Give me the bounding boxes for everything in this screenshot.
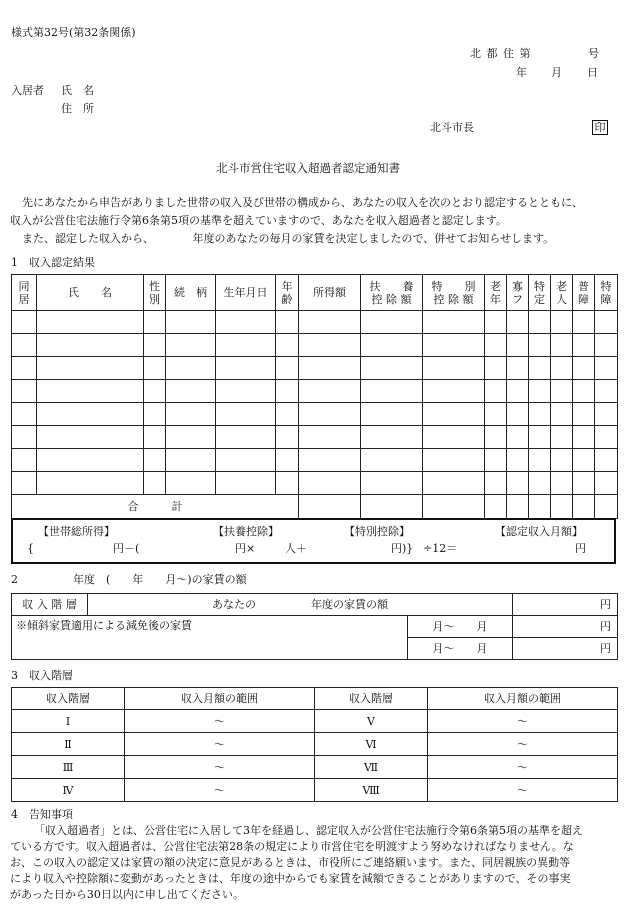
income-table-cell xyxy=(144,449,166,472)
label-special-deduction: 【特別控除】 xyxy=(344,525,410,538)
calc-yen-close: 円)} xyxy=(391,542,414,555)
range-cell: ～ xyxy=(125,756,315,779)
income-table-cell xyxy=(507,403,529,426)
income-table-cell xyxy=(595,472,618,495)
income-table-cell xyxy=(166,403,216,426)
income-table-cell xyxy=(166,311,216,334)
income-table-cell xyxy=(299,472,361,495)
income-table-cell xyxy=(551,311,573,334)
income-table-cell xyxy=(573,357,595,380)
calc-yen-times: 円× xyxy=(235,542,256,555)
income-table-cell xyxy=(551,449,573,472)
label-monthly-income: 【認定収入月額】 xyxy=(495,525,583,538)
income-table-cell xyxy=(12,380,37,403)
income-table-cell xyxy=(216,311,276,334)
income-table-cell xyxy=(216,334,276,357)
income-table-cell xyxy=(529,449,551,472)
bracket-row xyxy=(12,756,618,779)
income-table-cell xyxy=(37,311,144,334)
income-table-header xyxy=(12,275,618,311)
income-table-cell xyxy=(299,334,361,357)
range-cell: ～ xyxy=(428,756,618,779)
income-table-cell xyxy=(361,380,423,403)
income-table-cell xyxy=(485,334,507,357)
income-table-cell xyxy=(276,449,299,472)
income-table-cell xyxy=(37,403,144,426)
bracket-cell: Ⅴ xyxy=(315,710,428,733)
bracket-table xyxy=(11,687,618,802)
income-table-cell xyxy=(595,449,618,472)
section2-title: 2 年度 ( 年 月～)の家賃の額 xyxy=(11,573,247,586)
section1-title: 1 収入認定結果 xyxy=(11,256,95,269)
income-table-cell xyxy=(12,334,37,357)
calc-open-brace: { xyxy=(27,542,34,555)
income-table xyxy=(11,274,618,519)
income-table-cell xyxy=(595,380,618,403)
income-table-cell xyxy=(595,426,618,449)
range-header: 収入月額の範囲 xyxy=(428,688,618,710)
income-table-cell xyxy=(144,311,166,334)
income-table-cell xyxy=(529,403,551,426)
reduced-rent-period-1: 月～ 月 xyxy=(408,616,513,638)
total-label: 合 計 xyxy=(12,495,299,519)
income-table-cell xyxy=(485,311,507,334)
income-table-cell xyxy=(361,426,423,449)
income-table-cell xyxy=(144,334,166,357)
bracket-cell: Ⅱ xyxy=(12,733,125,756)
income-table-cell xyxy=(276,403,299,426)
income-table-cell xyxy=(361,357,423,380)
income-table-cell xyxy=(37,472,144,495)
income-table-cell xyxy=(595,357,618,380)
income-table-cell xyxy=(216,449,276,472)
col-header: 老年 xyxy=(485,275,507,311)
bracket-cell: Ⅵ xyxy=(315,733,428,756)
income-table-cell xyxy=(37,357,144,380)
income-table-cell xyxy=(507,357,529,380)
label-household-income: 【世帯総所得】 xyxy=(38,525,115,538)
income-table-cell xyxy=(299,311,361,334)
reduced-rent-unit-1: 円 xyxy=(513,616,618,638)
bracket-cell: Ⅶ xyxy=(315,756,428,779)
income-table-cell xyxy=(12,449,37,472)
page-title: 北斗市営住宅収入超過者認定通知書 xyxy=(216,161,400,175)
income-table-row xyxy=(12,334,618,357)
notice-line-3: お、この収入の認定又は家賃の額の決定に意見があるときは、市役所にご連絡願います。また、同居親族の異動等 xyxy=(10,856,571,869)
income-table-cell xyxy=(361,311,423,334)
bracket-cell: Ⅷ xyxy=(315,779,428,802)
income-table-cell xyxy=(529,380,551,403)
income-table-cell xyxy=(37,334,144,357)
income-table-cell xyxy=(507,380,529,403)
col-header: 特障 xyxy=(595,275,618,311)
income-table-cell xyxy=(276,357,299,380)
label-dependent-deduction: 【扶養控除】 xyxy=(213,525,279,538)
income-table-cell xyxy=(423,426,485,449)
notice-line-1: 「収入超過者」とは、公営住宅に入居して3年を経過し、認定収入が公営住宅法施行令第6条第5項の基準を超え xyxy=(34,824,583,837)
income-table-cell xyxy=(37,380,144,403)
bracket-header: 収入階層 xyxy=(12,688,125,710)
income-table-cell xyxy=(423,334,485,357)
income-table-cell xyxy=(551,426,573,449)
range-cell: ～ xyxy=(428,733,618,756)
income-table-cell xyxy=(551,472,573,495)
calc-divide-12: ÷12＝ xyxy=(423,542,458,555)
income-table-cell xyxy=(12,426,37,449)
income-table-cell xyxy=(299,357,361,380)
income-table-cell xyxy=(423,449,485,472)
income-table-cell xyxy=(485,380,507,403)
income-table-cell xyxy=(485,357,507,380)
col-header: 寡フ xyxy=(507,275,529,311)
col-header: 特定 xyxy=(529,275,551,311)
income-table-cell xyxy=(423,311,485,334)
range-cell: ～ xyxy=(428,710,618,733)
income-table-row xyxy=(12,426,618,449)
col-header: 所得額 xyxy=(299,275,361,311)
income-table-cell xyxy=(573,311,595,334)
bracket-header: 収入階層 xyxy=(315,688,428,710)
income-table-cell xyxy=(12,357,37,380)
range-header: 収入月額の範囲 xyxy=(125,688,315,710)
intro-line-1: 先にあなたから申告がありました世帯の収入及び世帯の構成から、あなたの収入を次のとおり認定するとともに、 xyxy=(22,196,583,209)
income-table-cell xyxy=(573,380,595,403)
income-table-cell xyxy=(216,472,276,495)
col-header: 続 柄 xyxy=(166,275,216,311)
income-table-cell xyxy=(485,449,507,472)
income-table-cell xyxy=(299,380,361,403)
income-table-cell xyxy=(573,334,595,357)
income-table-cell xyxy=(573,403,595,426)
calc-result-yen: 円 xyxy=(575,542,586,555)
income-table-cell xyxy=(573,426,595,449)
income-table-cell xyxy=(595,311,618,334)
col-header: 普障 xyxy=(573,275,595,311)
bracket-row xyxy=(12,710,618,733)
income-table-cell xyxy=(216,357,276,380)
seal-box: 印 xyxy=(592,120,608,135)
income-table-cell xyxy=(37,426,144,449)
income-table-cell xyxy=(507,334,529,357)
income-table-cell xyxy=(507,426,529,449)
addressee-label: 入居者 xyxy=(11,84,44,97)
notice-line-4: により収入や控除額に変動があったときは、年度の途中からでも家賃を減額できることがありますので、その事実 xyxy=(10,872,571,885)
income-table-cell xyxy=(166,380,216,403)
income-table-cell xyxy=(276,311,299,334)
intro-line-2: 収入が公営住宅法施行令第6条第5項の基準を超えていますので、あなたを収入超過者と認定します。 xyxy=(10,214,507,227)
income-table-cell xyxy=(299,449,361,472)
income-table-cell xyxy=(423,380,485,403)
income-table-cell xyxy=(573,449,595,472)
ref-number-suffix: 号 xyxy=(588,47,599,60)
income-table-cell xyxy=(485,472,507,495)
income-table-cell xyxy=(595,334,618,357)
income-table-cell xyxy=(551,334,573,357)
col-header: 同居 xyxy=(12,275,37,311)
bracket-cell: Ⅰ xyxy=(12,710,125,733)
income-table-cell xyxy=(529,426,551,449)
reduced-rent-label: ※傾斜家賃適用による減免後の家賃 xyxy=(12,616,408,660)
income-table-cell xyxy=(166,449,216,472)
income-table-cell xyxy=(216,426,276,449)
range-cell: ～ xyxy=(125,779,315,802)
income-table-cell xyxy=(361,403,423,426)
income-table-row xyxy=(12,311,618,334)
form-number: 様式第32号(第32条関係) xyxy=(11,26,136,39)
income-table-cell xyxy=(551,380,573,403)
income-table-cell xyxy=(361,449,423,472)
calc-yen-minus: 円－( xyxy=(113,542,140,555)
income-table-cell xyxy=(423,403,485,426)
income-table-cell xyxy=(166,357,216,380)
date-day: 日 xyxy=(587,66,598,79)
income-table-cell xyxy=(485,426,507,449)
income-table-cell xyxy=(12,403,37,426)
income-table-cell xyxy=(216,380,276,403)
date-year: 年 xyxy=(516,66,527,79)
range-cell: ～ xyxy=(125,733,315,756)
income-table-cell xyxy=(507,472,529,495)
income-table-cell xyxy=(423,357,485,380)
income-table-cell xyxy=(361,472,423,495)
income-table-cell xyxy=(507,311,529,334)
intro-line-3: また、認定した収入から、 年度のあなたの毎月の家賃を決定しましたので、併せてお知らせします。 xyxy=(22,232,555,245)
income-table-cell xyxy=(276,334,299,357)
rent-table xyxy=(11,593,618,660)
calculation-box xyxy=(11,518,616,564)
income-table-cell xyxy=(507,449,529,472)
income-table-row xyxy=(12,449,618,472)
bracket-row xyxy=(12,779,618,802)
addressee-address-label: 住 所 xyxy=(61,102,94,115)
range-cell: ～ xyxy=(428,779,618,802)
income-bracket-label: 収 入 階 層 xyxy=(12,594,88,616)
notice-line-2: ている方です。収入超過者は、公営住宅法第28条の規定により市営住宅を明渡すよう努めなければなりません。な xyxy=(10,840,574,853)
income-table-cell xyxy=(485,403,507,426)
income-table-cell xyxy=(361,334,423,357)
income-table-row xyxy=(12,357,618,380)
bracket-row xyxy=(12,733,618,756)
income-table-cell xyxy=(166,472,216,495)
total-row xyxy=(12,495,618,519)
section3-title: 3 収入階層 xyxy=(11,669,73,682)
income-table-cell xyxy=(276,380,299,403)
reduced-rent-period-2: 月～ 月 xyxy=(408,638,513,660)
income-table-cell xyxy=(37,449,144,472)
income-table-cell xyxy=(529,472,551,495)
col-header: 扶 養控 除 額 xyxy=(361,275,423,311)
calc-persons-plus: 人＋ xyxy=(285,542,307,555)
issuer-name: 北斗市長 xyxy=(430,121,474,134)
date-month: 月 xyxy=(551,66,562,79)
income-table-row xyxy=(12,472,618,495)
income-table-cell xyxy=(144,403,166,426)
income-table-cell xyxy=(166,334,216,357)
bracket-cell: Ⅲ xyxy=(12,756,125,779)
income-table-cell xyxy=(299,426,361,449)
income-table-cell xyxy=(551,357,573,380)
col-header: 性別 xyxy=(144,275,166,311)
income-table-cell xyxy=(12,472,37,495)
income-table-cell xyxy=(166,426,216,449)
income-table-cell xyxy=(144,380,166,403)
range-cell: ～ xyxy=(125,710,315,733)
income-table-cell xyxy=(12,311,37,334)
bracket-cell: Ⅳ xyxy=(12,779,125,802)
income-table-cell xyxy=(595,403,618,426)
income-table-cell xyxy=(144,426,166,449)
notice-line-5: があった日から30日以内に申し出てください。 xyxy=(10,888,244,901)
col-header: 年齢 xyxy=(276,275,299,311)
col-header: 生年月日 xyxy=(216,275,276,311)
income-table-cell xyxy=(144,472,166,495)
income-table-cell xyxy=(573,472,595,495)
income-table-cell xyxy=(299,403,361,426)
col-header: 老人 xyxy=(551,275,573,311)
income-table-row xyxy=(12,403,618,426)
income-table-cell xyxy=(529,311,551,334)
income-table-row xyxy=(12,380,618,403)
rent-amount-unit: 円 xyxy=(513,594,618,616)
income-table-cell xyxy=(529,334,551,357)
income-table-cell xyxy=(529,357,551,380)
col-header: 氏 名 xyxy=(37,275,144,311)
rent-amount-label: あなたの 年度の家賃の額 xyxy=(88,594,513,616)
col-header: 特 別控 除 額 xyxy=(423,275,485,311)
reduced-rent-unit-2: 円 xyxy=(513,638,618,660)
addressee-name-label: 氏 名 xyxy=(61,84,94,97)
income-table-cell xyxy=(216,403,276,426)
income-table-cell xyxy=(276,426,299,449)
income-table-cell xyxy=(423,472,485,495)
income-table-cell xyxy=(551,403,573,426)
ref-number-prefix: 北 都 住 第 xyxy=(470,47,531,60)
section4-title: 4 告知事項 xyxy=(11,808,73,821)
income-table-cell xyxy=(144,357,166,380)
income-table-cell xyxy=(276,472,299,495)
